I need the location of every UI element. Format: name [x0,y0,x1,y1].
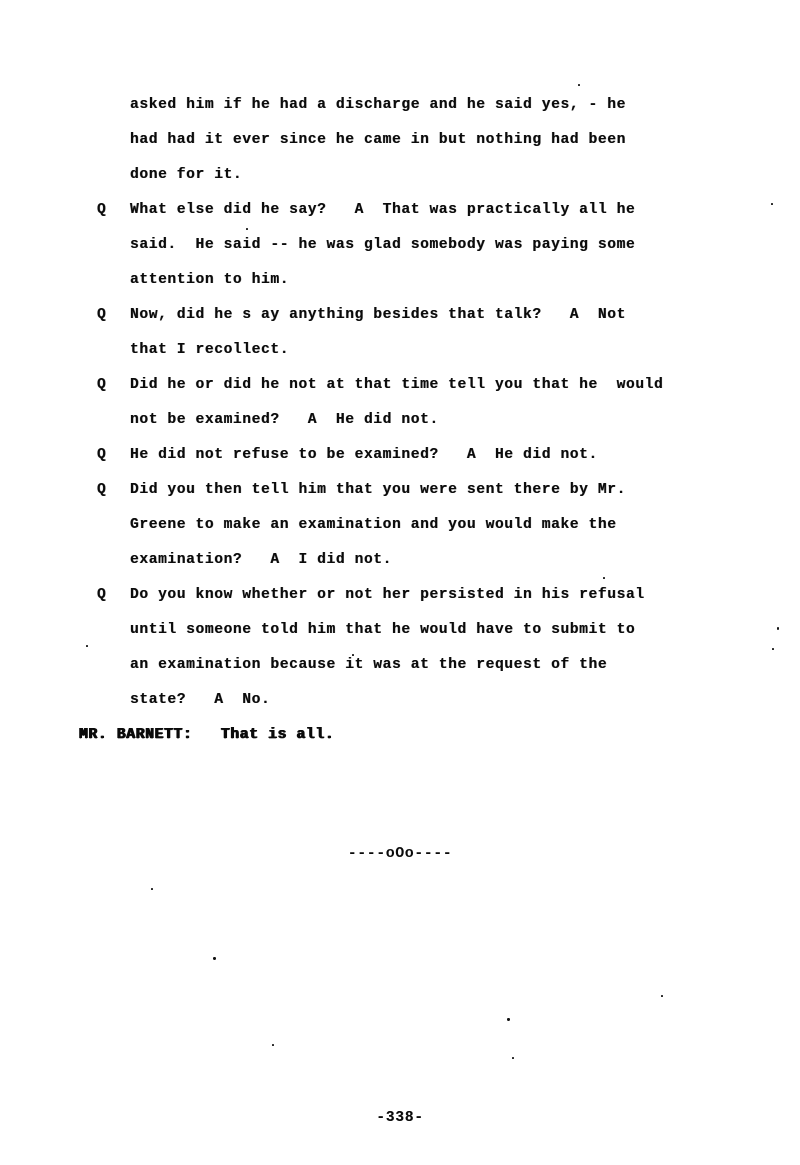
scan-artifact-speck [603,577,605,579]
transcript-body [79,88,769,753]
transcript-line [97,88,769,123]
line-text: Do you know whether or not her persisted in his refusal [130,587,645,603]
transcript-question-line [97,298,769,333]
line-text: until someone told him that he would have to submit to [130,622,636,638]
scan-artifact-speck [213,957,216,960]
transcript-line [97,648,769,683]
scan-artifact-speck [507,1018,510,1021]
scan-artifact-speck [352,654,354,656]
line-text: Now, did he s ay anything besides that talk? A Not [130,307,626,323]
transcript-question-line [97,438,769,473]
transcript-line [97,263,769,298]
scan-artifact-speck [578,84,580,86]
question-marker: Q [97,482,107,498]
transcript-line [97,158,769,193]
section-separator-ornament: ----oOo---- [347,845,453,862]
line-text: state? A No. [130,692,271,708]
line-text: What else did he say? A That was practically all he [130,202,636,218]
line-text: attention to him. [130,272,290,288]
transcript-line [97,228,769,263]
transcript-line [97,613,769,648]
line-text: that I recollect. [130,342,290,358]
transcript-question-line [97,193,769,228]
transcript-speaker-line [79,718,769,753]
scan-artifact-speck [272,1044,274,1046]
transcript-line [97,683,769,718]
line-text: MR. BARNETT: That is all. [79,727,335,743]
line-text: examination? A I did not. [130,552,393,568]
line-text: done for it. [130,167,243,183]
line-text: Did he or did he not at that time tell you that he would [130,377,664,393]
question-marker: Q [97,377,107,393]
transcript-line [97,543,769,578]
transcript-line [97,123,769,158]
line-text: said. He said -- he was glad somebody was paying some [130,237,636,253]
line-text: Did you then tell him that you were sent there by Mr. [130,482,626,498]
page-number: -338- [376,1110,424,1126]
scan-artifact-speck [246,228,248,230]
line-text: not be examined? A He did not. [130,412,439,428]
scan-artifact-speck [772,648,774,650]
transcript-line [97,333,769,368]
line-text: Greene to make an examination and you would make the [130,517,617,533]
scan-artifact-speck [661,995,663,997]
line-text: had had it ever since he came in but nothing had been [130,132,626,148]
transcript-question-line [97,578,769,613]
scan-artifact-speck [86,645,88,647]
transcript-question-line [97,473,769,508]
line-text: asked him if he had a discharge and he said yes, - he [130,97,626,113]
scan-artifact-speck [771,203,773,205]
transcript-line [97,508,769,543]
transcript-question-line [97,368,769,403]
line-text: He did not refuse to be examined? A He did not. [130,447,598,463]
scan-artifact-speck [151,888,153,890]
question-marker: Q [97,447,107,463]
scan-artifact-speck [512,1057,514,1059]
transcript-line [97,403,769,438]
question-marker: Q [97,202,107,218]
question-marker: Q [97,307,107,323]
scan-artifact-speck [777,627,779,630]
line-text: an examination because it was at the request of the [130,657,608,673]
question-marker: Q [97,587,107,603]
